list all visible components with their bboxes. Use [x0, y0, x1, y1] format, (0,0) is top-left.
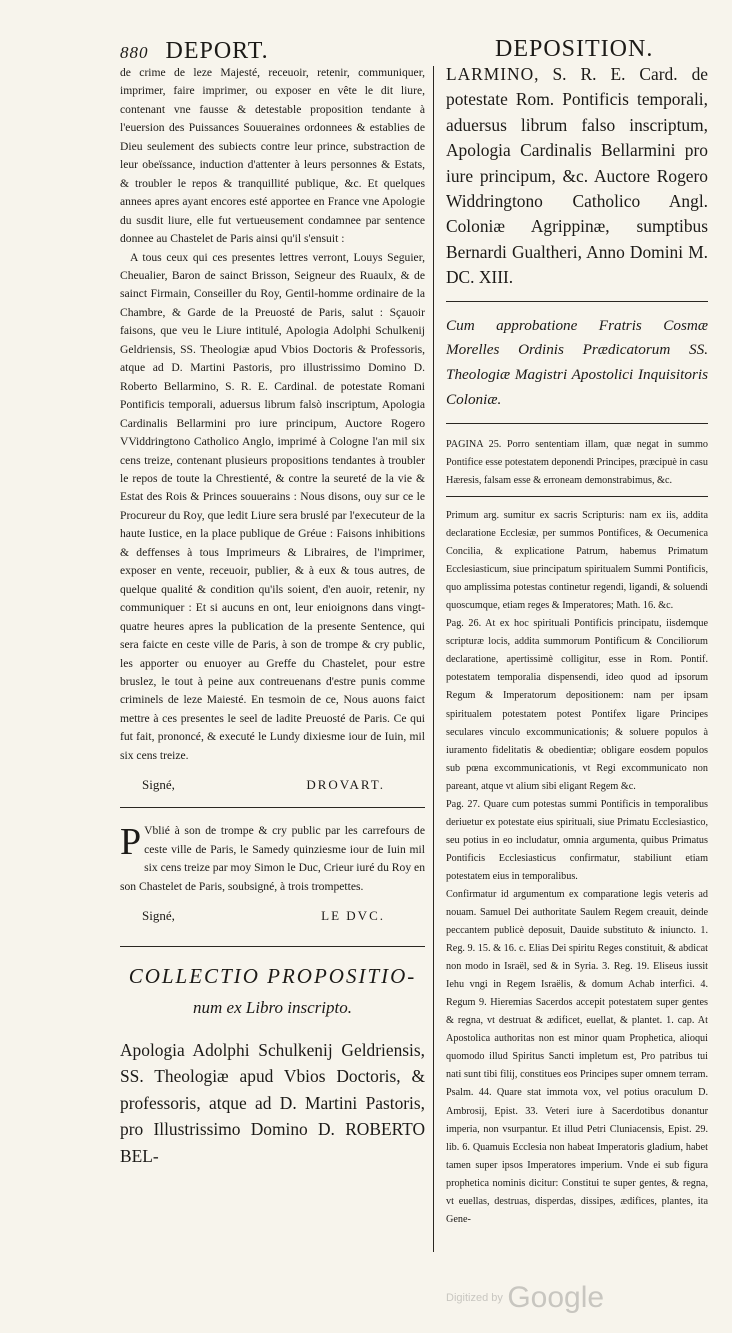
divider — [446, 496, 708, 497]
paragraph-pagina: PAGINA 25. Porro sententiam illam, quæ negat in summo Pontifice esse potestatem deponendi Principes, præcipuè in casu Hæresis, falsam esse & erroneam demonstrabimus, &c. — [446, 438, 708, 486]
column-divider — [433, 66, 434, 1252]
right-running-head: DEPOSITION. — [495, 36, 654, 62]
signature-label: Signé, — [142, 908, 175, 924]
google-logo: Google — [507, 1281, 605, 1314]
signature-le-duc — [120, 908, 425, 924]
page-number: 880 — [120, 43, 149, 62]
watermark-prefix: Digitized by — [446, 1292, 503, 1304]
divider — [446, 301, 708, 302]
paragraph-confirmatur: Confirmatur id argumentum ex comparatione legis veteris ad nouam. Samuel Dei authoritate Saulem Regem creauit, deinde peccantem publicè deposuit, Dauide substituto & iniuncto. 1. Reg. 9. 15. & 16. c. Elias Dei spiritu Reges constituit, & abdicat non modo in Israël, sed & in Syria. 3. Reg. 19. Eliseus iussit Iehu vngi in Regem Israëlis, & domum Achab interfici. 4. Regum 9. Hieremias Sacerdos accepit potestatem super gentes & regna, vt destruat & ædificet, euellat, & plantet. 1. cap. At Apostolica authoritas non est minor quam Prophetica, alioqui quomodo illud Spiritus Sancti impletum est, Pro patribus tui nati sunt tibi filij, constitues eos Principes super omnem terram. Psalm. 44. Quare stat immota vox, vel potius oraculum D. Ambrosij, Epist. 33. Veteri iure à Sacerdotibus donantur imperia, non vsurpantur. Et illud Petri Cluniacensis, Epist. 29. lib. 6. Quamuis Ecclesia non habeat Imperatoris gladium, habet tamen super ipsos Imperatores imperium. Vnde ei sub figura prophetica nominis dicitur: Constitui te super gentes, & regna, vt euellas, destruas, disperdas, dissipes, ædifices, plantes, ita Gene- — [446, 888, 708, 1225]
citation-lead: LARMINO — [446, 64, 535, 84]
paragraph-pag27: Pag. 27. Quare cum potestas summi Pontificis in temporalibus deriuetur ex potestate eius spirituali, siue Primatu Ecclesiastico, seu potius in eo includatur, omnia argumenta, quibus Primatus Pontificis Ecclesiasticus confirmatur, stabiliunt etiam potestatem eius in temporalibus. — [446, 798, 708, 882]
signature-name: LE DVC. — [321, 908, 385, 924]
citation-rest: , S. R. E. Card. de potestate Rom. Pontificis temporali, aduersus librum falso inscriptum, Apologia Cardinalis Bellarmini pro iure principum, &c. Auctore Rogero Widdringtono Catholico Angl. Coloniæ Agrippinæ, sumptibus Bernardi Gualtheri, Anno Domini M. DC. XIII. — [446, 64, 708, 288]
left-head-title: DEPORT. — [165, 38, 269, 64]
divider — [120, 946, 425, 947]
paragraph-primum: Primum arg. sumitur ex sacris Scripturis: nam ex iis, addita declaratione Ecclesiæ, per summos Pontifices, & Oecumenica Concilia, & explicatione Patrum, habemus Primatum Ecclesiasticum, siue principatum spiritualem Summi Pontificis, quo amplissima potestas continetur regendi, ligandi, & soluendi quoscumque, etiam reges & Imperatores; Math. 16. &c. — [446, 509, 708, 612]
paragraph-pag26: Pag. 26. At ex hoc spirituali Pontificis principatu, iisdemque scripturæ locis, addita summorum Pontificum & Conciliorum declaratione, apertissimè colligitur, esse in Rom. Pontif. potestatem temporalia dispensendi, ideo quod ad ipsorum Regum & Imperatorum depositionem: nam per ipsam spiritualem potestatem potest Pontifex ligare Principes seculares vinculo excommunicationis; & soluere populos à iuramento fidelitatis & obedientiæ; obligare eosdem populos sub pœna excommunicationis, vt Regi excommunicato non pareant, atque vt alium sibi eligant Regem &c. — [446, 618, 708, 792]
divider — [120, 807, 425, 808]
paragraph-sentence: A tous ceux qui ces presentes lettres verront, Louys Seguier, Cheualier, Baron de sainct Brisson, Seigneur des Ruaulx, & de sainct Firmain, Conseiller du Roy, Gentil-homme ordinaire de la Chambre, & Garde de la Preuosté de Paris, salut : Sçauoir faisons, que veu le Liure intitulé, Apologia Adolphi Schulkenij Geldriensis, SS. Theologiæ apud Vbios Doctoris & Professoris, atque ad D. Martini Pastoris, pro illustrissimo Domino D. Roberto Bellarmino, S. R. E. Cardinal. de potestate Romani Pontificis temporali, aduersus librum falsò inscriptum, Apologia Cardinalis Bellarmini pro iure principum, Auctore Rogero VViddringtono Catholico Anglo, imprimé à Cologne l'an mil six cens treize, contenant plusieurs propositions tendantes à troubler le repos de toute la Chrestienté, & contre la seureté de la vie & Estat des Rois & Princes souuerains : Nous disons, ouy sur ce le Procureur du Roy, que ledit Liure sera bruslé par l'executeur de la haute Iustice, en la place publique de Gréue : Faisons inhibitions & deffenses à tous Imprimeurs & Libraires, de l'imprimer, exposer en vente, receuoir, publier, & à eux & tous autres, de quelque qualité & condition qu'ils soient, d'en auoir, retenir, ny communiquer : Et si aucuns en ont, leur enioignons dans vingt-quatre heures apres la publication de la presente Sentence, qui sera faicte en ceste ville de Paris, à son de trompe & cry public, les apporter ou enuoyer au Greffe du Chastelet, pour estre bruslez, le tout à peine aux contreuenans d'estre punis comme criminels de leze Maiesté. En tesmoin de ce, Nous auons faict mettre à ces presentes le seel de ladite Preuosté de Paris. Ce qui fut fait, prononcé, & executé le Lundy dixiesme iour de Iuin, mil six cens treize. — [120, 250, 425, 762]
left-running-head — [120, 38, 269, 65]
collectio-title: COLLECTIO PROPOSITIO- — [128, 964, 417, 989]
signature-name: DROVART. — [306, 777, 385, 793]
signature-drovart — [120, 777, 425, 793]
publication-text: Vblié à son de trompe & cry public par les carrefours de ceste ville de Paris, le Samedy quinziesme iour de Iuin mil six cens treize par moy Simon le Duc, Crieur iuré du Roy en son Chastelet de Paris, soubsigné, à trois trompettes. — [120, 824, 425, 893]
digitized-watermark — [446, 1281, 604, 1315]
paragraph-crime: de crime de leze Majesté, receuoir, retenir, communiquer, imprimer, faire imprimer, ou exposer en vête le dit liure, contenant vne fausse & detestable proposition tendante à l'euersion des Puissances Souueraines ordonnees & establies de Dieu seulement des subiects contre leur prince, substraction de leur obeïssance, induction d'attenter à leurs personnes & Estats, & troubler le repos & tranquillité publique, &c. Et quelques annees apres ayant encores esté apportee en France vne Apologie du susdit liure, elle fut vertueusement condamnee par sentence donnee au Chastelet de Paris ainsi qu'il s'ensuit : — [120, 66, 425, 246]
approbation: Cum approbatione Fratris Cosmæ Morelles Ordinis Prædicatorum SS. Theologiæ Magistri Apostolici Inquisitoris Coloniæ. — [446, 316, 708, 409]
signature-label: Signé, — [142, 777, 175, 793]
drop-cap: P — [120, 821, 142, 864]
collectio-subtitle: num ex Libro inscripto. — [193, 998, 352, 1018]
right-column — [446, 62, 708, 1229]
left-column — [120, 64, 425, 1186]
apologia-title: Apologia Adolphi Schulkenij Geldriensis, SS. Theologiæ apud Vbios Doctoris, & professoris, atque ad D. Martini Pastoris, pro Illustrissimo Domino D. ROBERTO BEL- — [120, 1040, 425, 1166]
divider — [446, 423, 708, 424]
paragraph-publication — [120, 822, 425, 896]
book-citation — [446, 62, 708, 291]
